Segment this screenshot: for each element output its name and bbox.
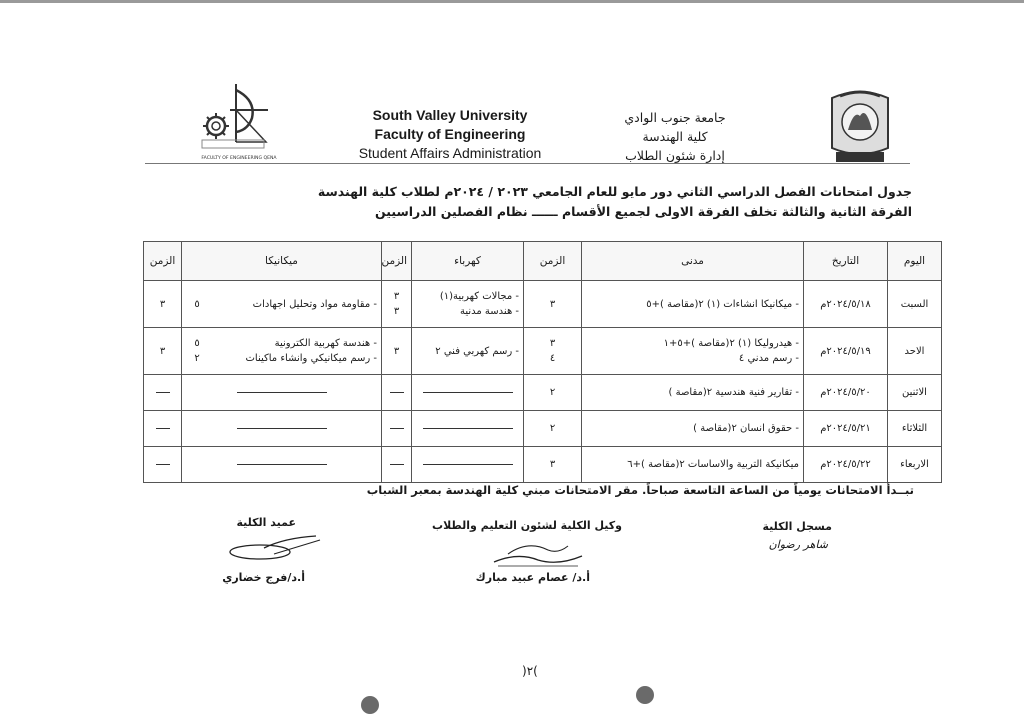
punch-hole xyxy=(636,686,654,704)
civil-cell xyxy=(582,447,804,483)
day-cell: السبت xyxy=(888,281,942,328)
mechanical-credit: ٥ xyxy=(194,338,200,349)
civil-subject: - ميكانيكا انشاءات (١) ٢(مقاصة )+٥ xyxy=(646,298,799,310)
electrical-time-empty xyxy=(382,411,412,447)
dean-title: عميد الكلية xyxy=(236,516,296,529)
civil-subject: - رسم مدني ٤ xyxy=(738,353,799,364)
day-cell: الثلاثاء xyxy=(888,411,942,447)
title-line-1: جدول امتحانات الفصل الدراسي الثاني دور مايو للعام الجامعي ٢٠٢٣ / ٢٠٢٤م لطلاب كلية الهندسة xyxy=(317,184,912,199)
registrar-signature-name: شاهر رضوان xyxy=(768,538,828,551)
electrical-subject: - رسم كهربي فني ٢ xyxy=(435,345,519,357)
civil-cell xyxy=(582,411,804,447)
empty-dash xyxy=(237,428,327,429)
mechanical-cell-empty xyxy=(182,411,382,447)
punch-hole xyxy=(361,696,379,714)
empty-dash xyxy=(390,464,404,465)
civil-time-cell xyxy=(524,328,582,375)
civil-subject: - تقارير فنية هندسية ٢(مقاصة ) xyxy=(668,387,799,398)
mechanical-subject: - رسم ميكانيكي وانشاء ماكينات xyxy=(245,353,377,364)
university-name-en: South Valley University xyxy=(372,107,528,123)
civil-duration: ٢ xyxy=(549,423,556,434)
civil-duration: ٣ xyxy=(549,459,556,470)
mechanical-credit: ٢ xyxy=(194,353,200,364)
header-civil: مدنى xyxy=(582,242,804,281)
vice-dean-name: أ.د/ عصام عبيد مبارك xyxy=(475,571,590,584)
electrical-cell xyxy=(412,281,524,328)
day-cell: الاثنين xyxy=(888,375,942,411)
title-line-2: الفرقة الثانية والثالثة تخلف الفرقة الاولى لجميع الأقسام ــــــ نظام الفصلين الدراسيين xyxy=(375,204,912,219)
mechanical-credit: ٥ xyxy=(194,298,200,310)
empty-dash xyxy=(237,392,327,393)
civil-duration: ٢ xyxy=(549,387,556,398)
header-time-civil: الزمن xyxy=(524,242,582,281)
electrical-cell-empty xyxy=(412,447,524,483)
civil-time-cell xyxy=(524,281,582,328)
mechanical-cell-empty xyxy=(182,375,382,411)
mechanical-cell xyxy=(182,281,382,328)
page-top-edge xyxy=(0,0,1024,3)
electrical-duration: ٣ xyxy=(393,345,400,357)
electrical-time-cell xyxy=(382,328,412,375)
civil-cell xyxy=(582,281,804,328)
electrical-time-cell xyxy=(382,281,412,328)
document-title xyxy=(212,182,912,222)
civil-duration: ٣ xyxy=(549,338,556,349)
table-header-row xyxy=(144,242,942,281)
date-cell: ٢٠٢٤/٥/١٩م xyxy=(804,328,888,375)
table-row xyxy=(144,375,942,411)
mechanical-duration: ٣ xyxy=(159,298,166,310)
arabic-header xyxy=(590,108,760,165)
date-cell: ٢٠٢٤/٥/٢١م xyxy=(804,411,888,447)
english-header xyxy=(330,106,570,163)
electrical-duration: ٣ xyxy=(393,291,400,302)
dean-signature xyxy=(224,530,324,566)
civil-subject: ميكانيكة التربية والاساسات ٢(مقاصة )+٦ xyxy=(627,459,799,470)
civil-time-cell xyxy=(524,375,582,411)
empty-dash xyxy=(390,428,404,429)
table-row xyxy=(144,411,942,447)
header-mechanical: ميكانيكا xyxy=(182,242,382,281)
date-cell: ٢٠٢٤/٥/٢٠م xyxy=(804,375,888,411)
faculty-engineering-logo xyxy=(196,80,282,162)
electrical-duration: ٣ xyxy=(393,306,400,317)
empty-dash xyxy=(156,464,170,465)
svg-text:FACULTY OF ENGINEERING QENA: FACULTY OF ENGINEERING QENA xyxy=(201,156,277,161)
table-row xyxy=(144,447,942,483)
exam-schedule-table xyxy=(143,241,942,483)
civil-cell xyxy=(582,328,804,375)
faculty-name-en: Faculty of Engineering xyxy=(374,126,526,142)
mechanical-duration: ٣ xyxy=(159,345,166,357)
date-cell: ٢٠٢٤/٥/٢٢م xyxy=(804,447,888,483)
mechanical-time-empty xyxy=(144,411,182,447)
civil-subject: - حقوق انسان ٢(مقاصة ) xyxy=(693,423,799,434)
empty-dash xyxy=(423,428,513,429)
empty-dash xyxy=(390,392,404,393)
electrical-time-empty xyxy=(382,447,412,483)
page-number: )٢( xyxy=(522,664,538,678)
empty-dash xyxy=(156,428,170,429)
header-date: التاريخ xyxy=(804,242,888,281)
civil-duration: ٣ xyxy=(549,298,556,310)
empty-dash xyxy=(156,392,170,393)
civil-time-cell xyxy=(524,411,582,447)
electrical-cell-empty xyxy=(412,375,524,411)
civil-time-cell xyxy=(524,447,582,483)
header-divider xyxy=(145,163,910,164)
mechanical-cell-empty xyxy=(182,447,382,483)
header-electrical: كهرباء xyxy=(412,242,524,281)
table-row xyxy=(144,281,942,328)
table-row xyxy=(144,328,942,375)
dean-name: أ.د/فرج خضاري xyxy=(222,571,305,584)
day-cell: الاحد xyxy=(888,328,942,375)
electrical-cell-empty xyxy=(412,411,524,447)
mechanical-time-cell xyxy=(144,281,182,328)
faculty-name-ar: كلية الهندسة xyxy=(642,129,708,144)
mechanical-cell xyxy=(182,328,382,375)
exam-time-note: تبــدأ الامتحانات يومياً من الساعة التاسعة صباحاً. مقر الامتحانات مبني كلية الهندسة بمعبر الشباب xyxy=(366,483,914,497)
header-day: اليوم xyxy=(888,242,942,281)
vice-dean-title: وكيل الكلية لشئون التعليم والطلاب xyxy=(432,519,622,532)
mechanical-subject: - مقاومة مواد وتحليل اجهادات xyxy=(252,298,377,310)
vice-dean-signature xyxy=(488,532,588,572)
header-time-mechanical: الزمن xyxy=(144,242,182,281)
mechanical-subject: - هندسة كهربية الكترونية xyxy=(274,338,377,349)
mechanical-time-empty xyxy=(144,447,182,483)
civil-duration: ٤ xyxy=(549,353,556,364)
empty-dash xyxy=(423,392,513,393)
electrical-subject: - هندسة مدنية xyxy=(459,306,519,317)
electrical-time-empty xyxy=(382,375,412,411)
empty-dash xyxy=(237,464,327,465)
electrical-cell xyxy=(412,328,524,375)
mechanical-time-empty xyxy=(144,375,182,411)
date-cell: ٢٠٢٤/٥/١٨م xyxy=(804,281,888,328)
university-seal-logo xyxy=(826,86,894,166)
civil-subject: - هيدروليكا (١) ٢(مقاصة )+٥+١ xyxy=(663,338,799,349)
mechanical-time-cell xyxy=(144,328,182,375)
department-name-en: Student Affairs Administration xyxy=(358,145,542,161)
header-time-electrical: الزمن xyxy=(382,242,412,281)
registrar-title: مسجل الكلية xyxy=(762,520,832,533)
empty-dash xyxy=(423,464,513,465)
university-name-ar: جامعة جنوب الوادي xyxy=(624,110,726,125)
department-name-ar: إدارة شئون الطلاب xyxy=(625,148,725,163)
civil-cell xyxy=(582,375,804,411)
day-cell: الاربعاء xyxy=(888,447,942,483)
electrical-subject: - مجالات كهربية(١) xyxy=(439,291,519,302)
